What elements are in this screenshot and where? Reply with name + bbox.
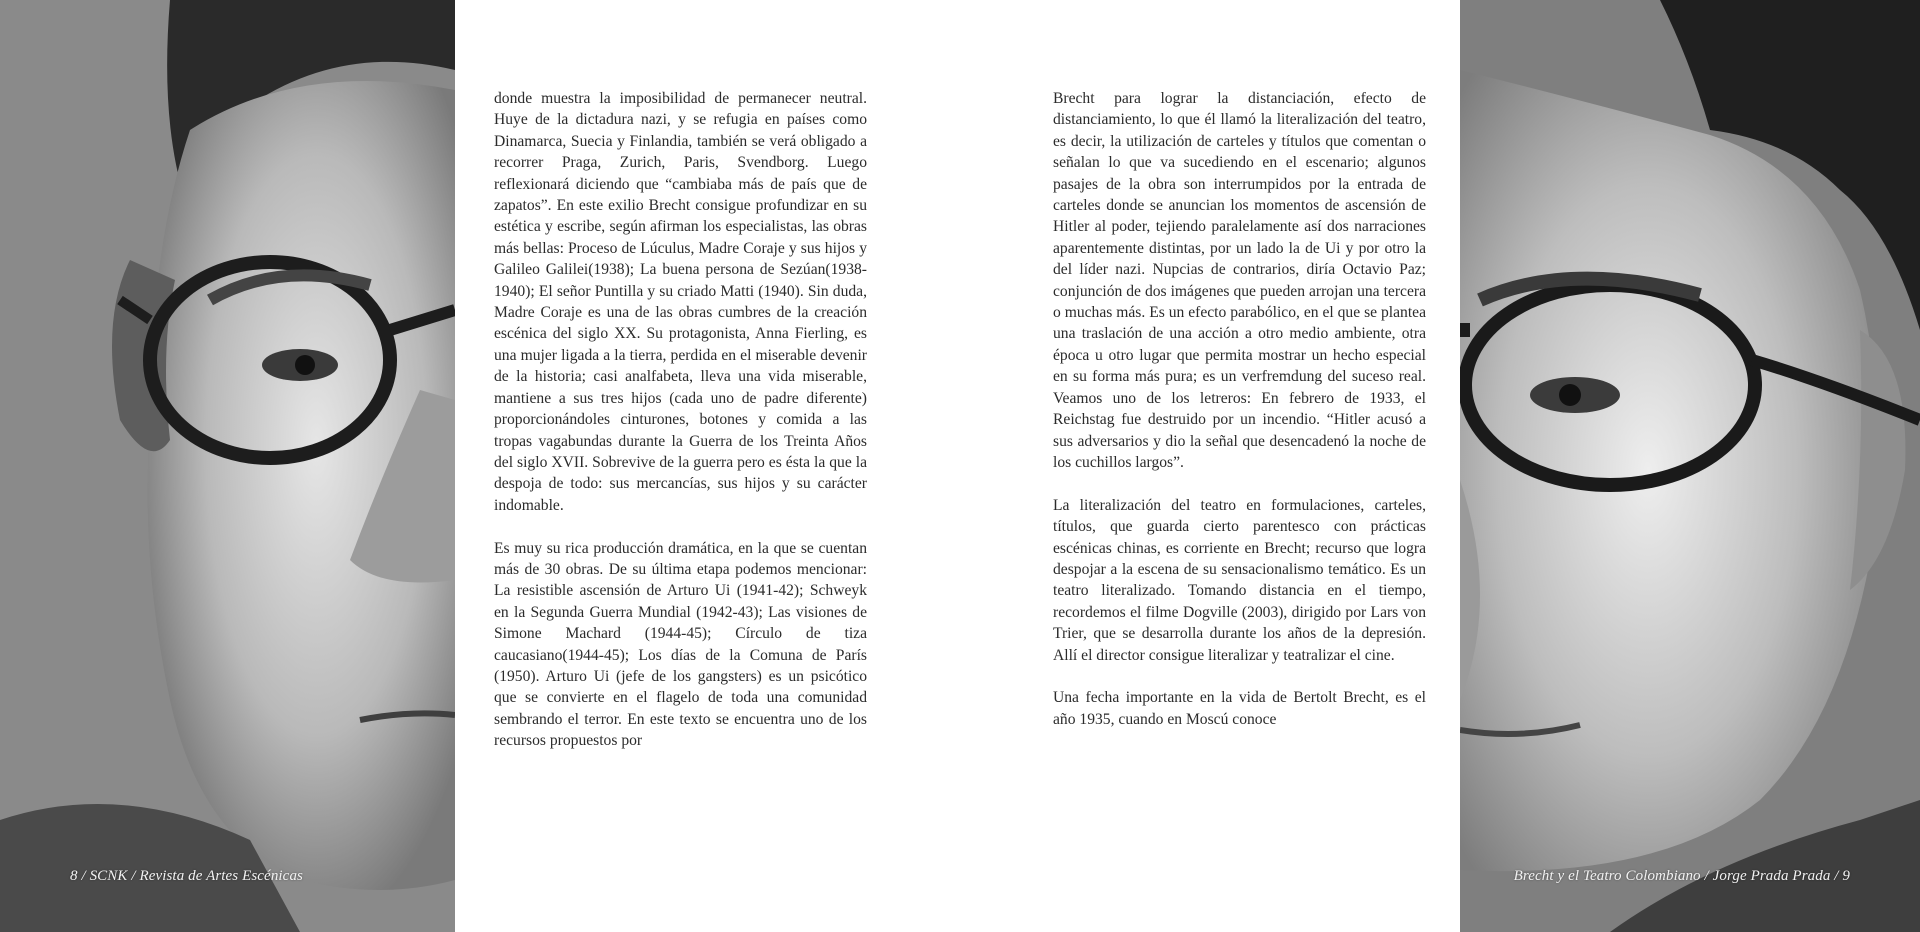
portrait-photo-left xyxy=(0,0,455,932)
paragraph: Es muy su rica producción dramática, en la que se cuentan más de 30 obras. De su última etapa podemos mencionar: La resistible ascensión de Arturo Ui (1941-42); Schweyk en la Segunda Guerra Mundial (1942-43); Las visiones de Simone Machard (1944-45); Círculo de tiza caucasiano(1944-45); Los días de la Comuna de París (1950). Arturo Ui (jefe de los gangsters) es un psicótico que se convierte en el flagelo de toda una comunidad sembrando el terror. En este texto se encuentra uno de los recursos propuestos por xyxy=(494,539,867,750)
paragraph: donde muestra la imposibilidad de permanecer neutral. Huye de la dictadura nazi, y se refugia en países como Dinamarca, Suecia y Finlandia, también se verá obligado a recorrer Praga, Zurich, Paris, Svendborg. Luego reflexionará diciendo que “cambiaba más de país que de zapatos”. En este exilio Brecht consigue profundizar en su estética y escribe, según afirman los especialistas, las obras más bellas: Proceso de Lúculus, Madre Coraje y sus hijos y Galileo Galilei(1938); La buena persona de Sezúan(1938-1940); El señor Puntilla y su criado Matti (1940). Sin duda, Madre Coraje es una de las obras cumbres de la creación escénica del siglo XX. Su protagonista, Anna Fierling, es una mujer ligada a la tierra, perdida en el miserable devenir de la historia; casi analfabeta, lleva una vida miserable, mantiene a sus tres hijos (cada uno de padre diferente) proporcionándoles cinturones, botones y comida a las tropas vagabundas durante la Guerra de los Treinta Años del siglo XVII. Sobrevive de la guerra pero es ésta la que la despoja de todo: sus mercancías, sus hijos y su carácter indomable. xyxy=(494,90,867,514)
text-column-right xyxy=(1053,88,1426,752)
page-folio-left: 8 / SCNK / Revista de Artes Escénicas xyxy=(70,868,303,884)
paragraph: Una fecha importante en la vida de Bertolt Brecht, es el año 1935, cuando en Moscú conoce xyxy=(1053,689,1426,728)
portrait-photo-right xyxy=(1460,0,1920,932)
paragraph: Brecht para lograr la distanciación, efecto de distanciamiento, lo que él llamó la literalización del teatro, es decir, la utilización de carteles y títulos que comentan o señalan lo que va sucediendo en el escenario; algunos pasajes de la obra son interrumpidos por la entrada de carteles donde se anuncian los momentos de ascensión de Hitler al poder, tejiendo paralelamente así dos narraciones aparentemente distintas, por un lado la de Ui y por otro la del líder nazi. Nupcias de contrarios, diría Octavio Paz; conjunción de dos imágenes que pueden arrojan una tercera o muchas más. Es un efecto parabólico, en el que se plantea una traslación de una acción a otro medio ambiente, otra época u otro lugar que permita mostrar un hecho especial en su forma más pura; es un verfremdung del suceso real. Veamos uno de los letreros: En febrero de 1933, el Reichstag fue destruido por un incendio. “Hitler acusó a sus adversarios y dio la señal que desencadenó la noche de los cuchillos largos”. xyxy=(1053,90,1426,471)
text-column-left xyxy=(494,88,867,773)
paragraph: La literalización del teatro en formulaciones, carteles, títulos, que guarda cierto parentesco con prácticas escénicas chinas, es corriente en Brecht; recurso que logra despojar a la escena de su sensacionalismo temático. Es un teatro literalizado. Tomando distancia en el tiempo, recordemos el filme Dogville (2003), dirigido por Lars von Trier, que se desarrolla durante los años de la depresión. Allí el director consigue literalizar y teatralizar el cine. xyxy=(1053,496,1426,664)
page-folio-right: Brecht y el Teatro Colombiano / Jorge Prada Prada / 9 xyxy=(1513,868,1850,884)
